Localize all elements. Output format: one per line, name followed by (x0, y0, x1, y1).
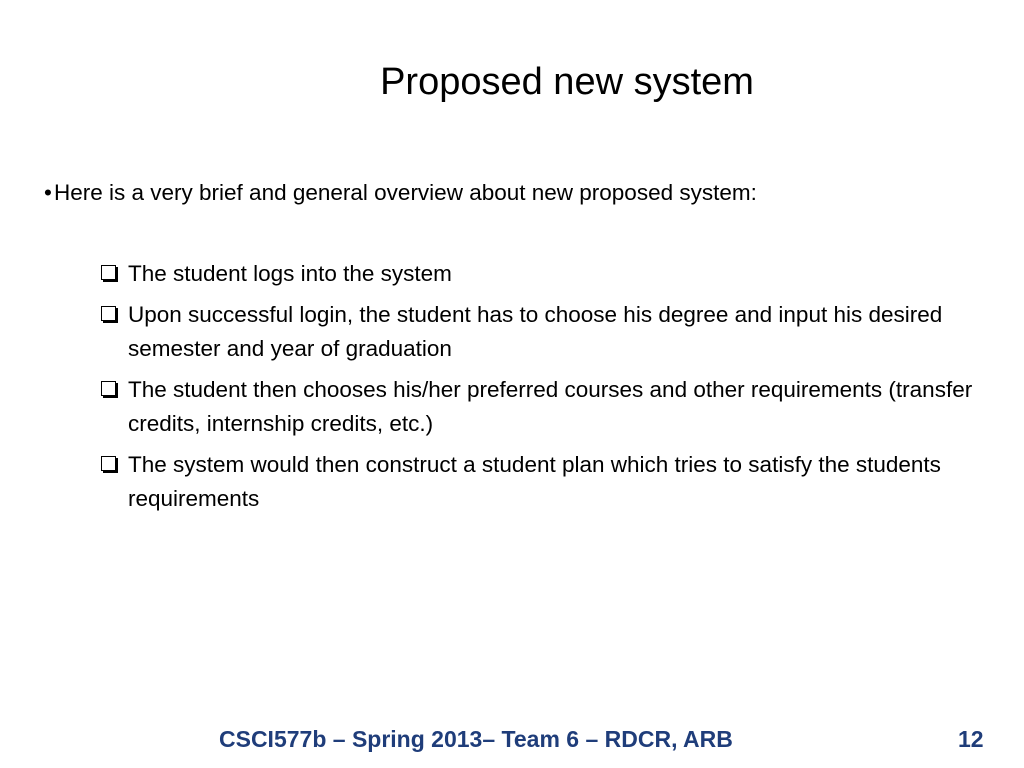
slide-page-number: 12 (958, 726, 984, 752)
list-item (100, 373, 990, 441)
list-item-text: The system would then construct a student plan which tries to satisfy the students requirements (128, 452, 941, 511)
slide-title: Proposed new system (380, 61, 754, 103)
checkbox-bullet-icon (100, 298, 128, 332)
list-item-text: Upon successful login, the student has to choose his degree and input his desired semester and year of graduation (128, 302, 943, 361)
intro-bullet-point (44, 178, 1004, 208)
intro-text: Here is a very brief and general overview about new proposed system: (54, 180, 757, 205)
checkbox-bullet-icon (100, 448, 128, 482)
checkbox-bullet-list (100, 257, 990, 523)
checkbox-bullet-icon (100, 257, 128, 291)
list-item (100, 298, 990, 366)
list-item (100, 448, 990, 516)
slide-footer (0, 722, 1024, 756)
footer-course-info: CSCI577b – Spring 2013– Team 6 – RDCR, ARB (219, 726, 733, 752)
bullet-dot-icon: • (44, 180, 52, 205)
list-item-text: The student logs into the system (128, 261, 452, 286)
checkbox-bullet-icon (100, 373, 128, 407)
list-item (100, 257, 990, 291)
list-item-text: The student then chooses his/her preferred courses and other requirements (transfer credits, internship credits, etc.) (128, 377, 973, 436)
